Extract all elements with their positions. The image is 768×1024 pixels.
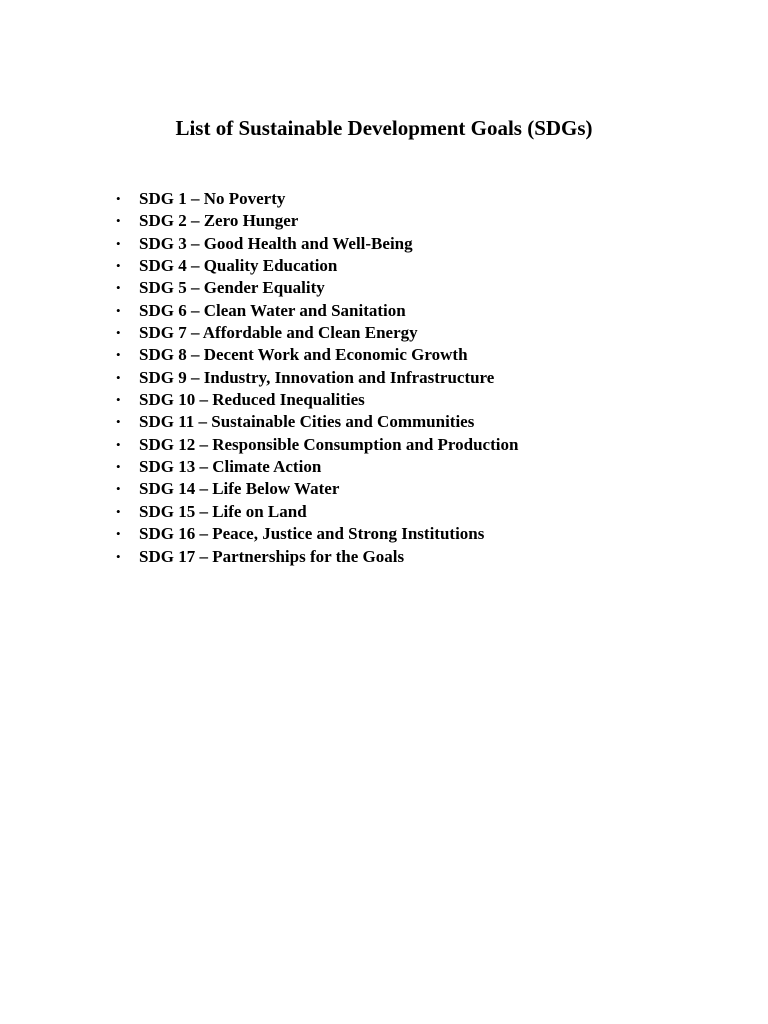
goal-text: SDG 8 – Decent Work and Economic Growth xyxy=(139,345,468,365)
goal-text: SDG 2 – Zero Hunger xyxy=(139,211,299,231)
bullet-icon: • xyxy=(116,548,121,564)
bullet-icon: • xyxy=(116,414,121,430)
goal-text: SDG 5 – Gender Equality xyxy=(139,278,325,298)
bullet-icon: • xyxy=(116,213,121,229)
goal-text: SDG 9 – Industry, Innovation and Infrastructure xyxy=(139,367,495,387)
bullet-icon: • xyxy=(116,347,121,363)
goal-text: SDG 14 – Life Below Water xyxy=(139,479,340,499)
bullet-icon: • xyxy=(116,436,121,452)
bullet-icon: • xyxy=(116,503,121,519)
bullet-icon: • xyxy=(116,481,121,497)
goal-text: SDG 10 – Reduced Inequalities xyxy=(139,390,365,410)
goal-text: SDG 15 – Life on Land xyxy=(139,501,307,521)
goal-text: SDG 12 – Responsible Consumption and Production xyxy=(139,434,519,454)
bullet-icon: • xyxy=(116,191,121,206)
goal-text: SDG 7 – Affordable and Clean Energy xyxy=(139,323,418,343)
goal-text: SDG 3 – Good Health and Well-Being xyxy=(139,233,413,253)
goal-text: SDG 4 – Quality Education xyxy=(139,256,338,276)
goal-text: SDG 16 – Peace, Justice and Strong Institutions xyxy=(139,524,485,544)
goal-text: SDG 6 – Clean Water and Sanitation xyxy=(139,300,406,320)
bullet-icon: • xyxy=(116,302,121,318)
goal-text: SDG 11 – Sustainable Cities and Communities xyxy=(139,412,475,432)
bullet-icon: • xyxy=(116,280,121,296)
bullet-icon: • xyxy=(116,392,121,408)
bullet-icon: • xyxy=(116,459,121,475)
bullet-icon: • xyxy=(116,325,121,341)
bullet-icon: • xyxy=(116,258,121,274)
goal-text: SDG 13 – Climate Action xyxy=(139,457,322,477)
goal-text: SDG 17 – Partnerships for the Goals xyxy=(139,546,405,566)
document-title: List of Sustainable Development Goals (SDGs) xyxy=(175,116,593,140)
bullet-icon: • xyxy=(116,369,121,385)
goal-text: SDG 1 – No Poverty xyxy=(139,189,286,208)
bullet-icon: • xyxy=(116,235,121,251)
bullet-icon: • xyxy=(116,526,121,542)
